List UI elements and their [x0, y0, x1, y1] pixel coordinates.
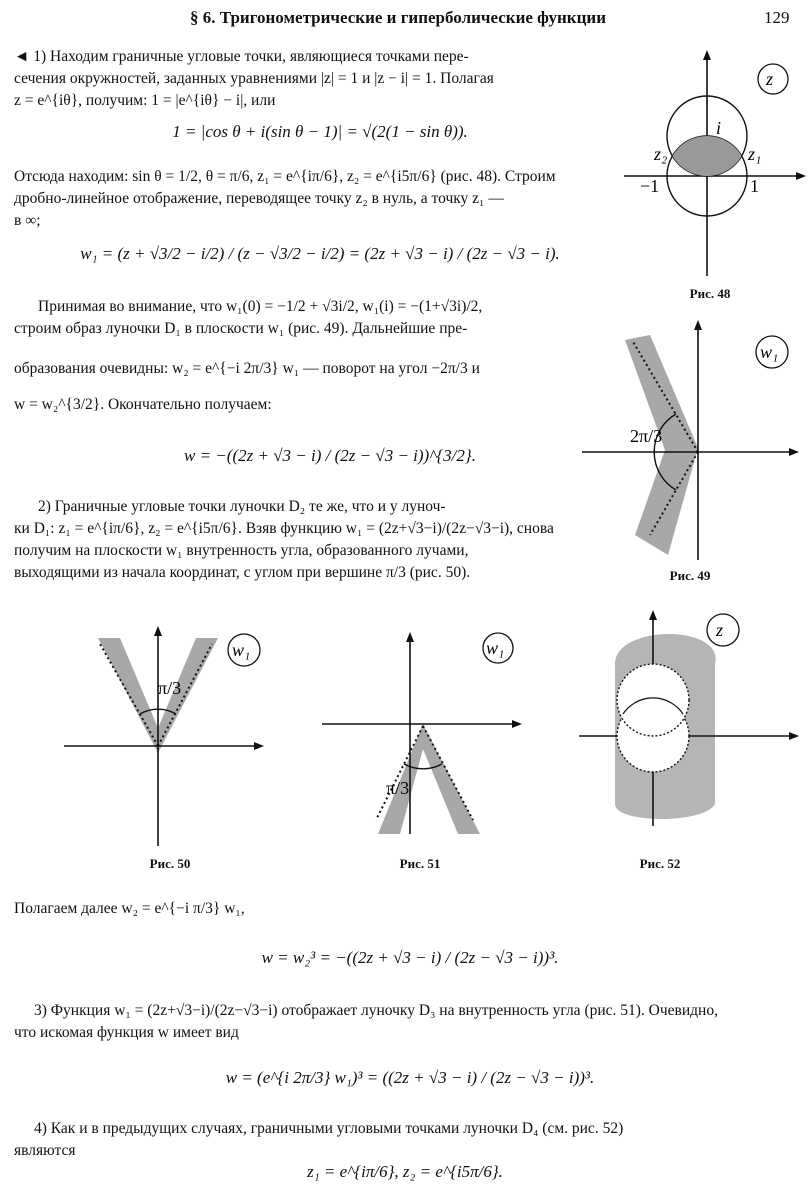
equation-1: 1 = |cos θ + i(sin θ − 1)| = √(2(1 − sin θ)). [172, 122, 468, 141]
running-header: § 6. Тригонометрические и гиперболические функции [190, 8, 606, 27]
paragraph-6 [14, 1000, 804, 1044]
fig50-caption: Рис. 50 [149, 856, 191, 871]
plane-label: w₁ [486, 638, 505, 658]
plane-label: w₁ [760, 342, 779, 362]
fig51-caption: Рис. 51 [399, 856, 441, 871]
label-z1: z₁ [748, 144, 762, 164]
label-z2: z₂ [654, 144, 668, 164]
label-minus-one: −1 [640, 176, 660, 196]
text-line: 4) Как и в предыдущих случаях, граничными угловыми точками луночки D₄ (см. рис. 52) [34, 1120, 624, 1137]
text-line: сечения окружностей, заданных уравнениями |z| = 1 и |z − i| = 1. Полагая [14, 70, 494, 87]
paragraph-2 [14, 166, 614, 232]
angle-label: 2π/3 [630, 426, 663, 446]
figure-52 [575, 604, 807, 829]
paragraph-1 [14, 46, 584, 112]
text-line: 2) Граничные угловые точки луночки D₂ те же, что и у луноч- [38, 498, 446, 515]
text-line: дробно-линейное отображение, переводящее точку z₂ в нуль, а точку z₁ — [14, 190, 504, 207]
text-line: получим на плоскости w₁ внутренность угла, образованного лучами, [14, 542, 469, 559]
text-line: ки D₁: z₁ = e^{iπ/6}, z₂ = e^{i5π/6}. Взяв функцию w₁ = (2z+√3−i)/(2z−√3−i), снова [14, 520, 554, 537]
text-line: ◄ 1) Находим граничные угловые точки, являющиеся точками пере- [14, 48, 469, 65]
text-line: являются [14, 1142, 76, 1159]
equation-3: w = −((2z + √3 − i) / (2z − √3 − i))^{3/2}. [184, 446, 476, 465]
figure-51 [318, 624, 528, 839]
equation-6: z₁ = e^{iπ/6}, z₂ = e^{i5π/6}. [307, 1162, 503, 1181]
equation-5: w = (e^{i 2π/3} w₁)³ = ((2z + √3 − i) / (2z − √3 − i))³. [225, 1068, 595, 1087]
equation-4: w = w₂³ = −((2z + √3 − i) / (2z − √3 − i))³. [261, 948, 559, 967]
text-line: что искомая функция w имеет вид [14, 1024, 239, 1041]
angle-label: π/3 [386, 778, 410, 798]
paragraph-7 [14, 1118, 804, 1162]
fig49-caption: Рис. 49 [669, 568, 711, 583]
plane-label: z [766, 69, 774, 89]
label-i: i [716, 118, 722, 138]
page-number: 129 [764, 8, 790, 27]
text-line: Полагаем далее w₂ = e^{−i π/3} w₁, [14, 900, 245, 917]
plane-label: w₁ [232, 640, 251, 660]
angle-label: π/3 [158, 678, 182, 698]
text-line: Принимая во внимание, что w₁(0) = −1/2 + √3i/2, w₁(i) = −(1+√3i)/2, [38, 298, 483, 315]
figure-49 [580, 310, 805, 565]
text-line: выходящими из начала координат, с углом при вершине π/3 (рис. 50). [14, 564, 471, 581]
paragraph-5 [14, 898, 574, 920]
figure-48 [620, 46, 810, 286]
text-line: Отсюда находим: sin θ = 1/2, θ = π/6, z₁ = e^{iπ/6}, z₂ = e^{i5π/6} (рис. 48). Строим [14, 168, 556, 185]
text-line: в ∞; [14, 212, 41, 229]
paragraph-3 [14, 296, 604, 416]
figure-50 [60, 618, 270, 850]
text-line: строим образ луночки D₁ в плоскости w₁ (рис. 49). Дальнейшие пре- [14, 320, 468, 337]
equation-2: w₁ = (z + √3/2 − i/2) / (z − √3/2 − i/2) = (2z + √3 − i) / (2z − √3 − i). [80, 244, 560, 263]
text-line: образования очевидны: w₂ = e^{−i 2π/3} w₁ — поворот на угол −2π/3 и [14, 360, 480, 377]
text-line: w = w₂^{3/2}. Окончательно получаем: [14, 396, 272, 413]
fig52-caption: Рис. 52 [639, 856, 681, 871]
plane-label: z [716, 620, 724, 640]
paragraph-4 [14, 496, 584, 584]
label-one: 1 [750, 176, 759, 196]
text-line: 3) Функция w₁ = (2z+√3−i)/(2z−√3−i) отображает луночку D₃ на внутренность угла (рис. 51). Очевидно, [34, 1002, 718, 1019]
text-line: z = e^{iθ}, получим: 1 = |e^{iθ} − i|, или [14, 92, 276, 109]
fig48-caption: Рис. 48 [689, 286, 731, 301]
